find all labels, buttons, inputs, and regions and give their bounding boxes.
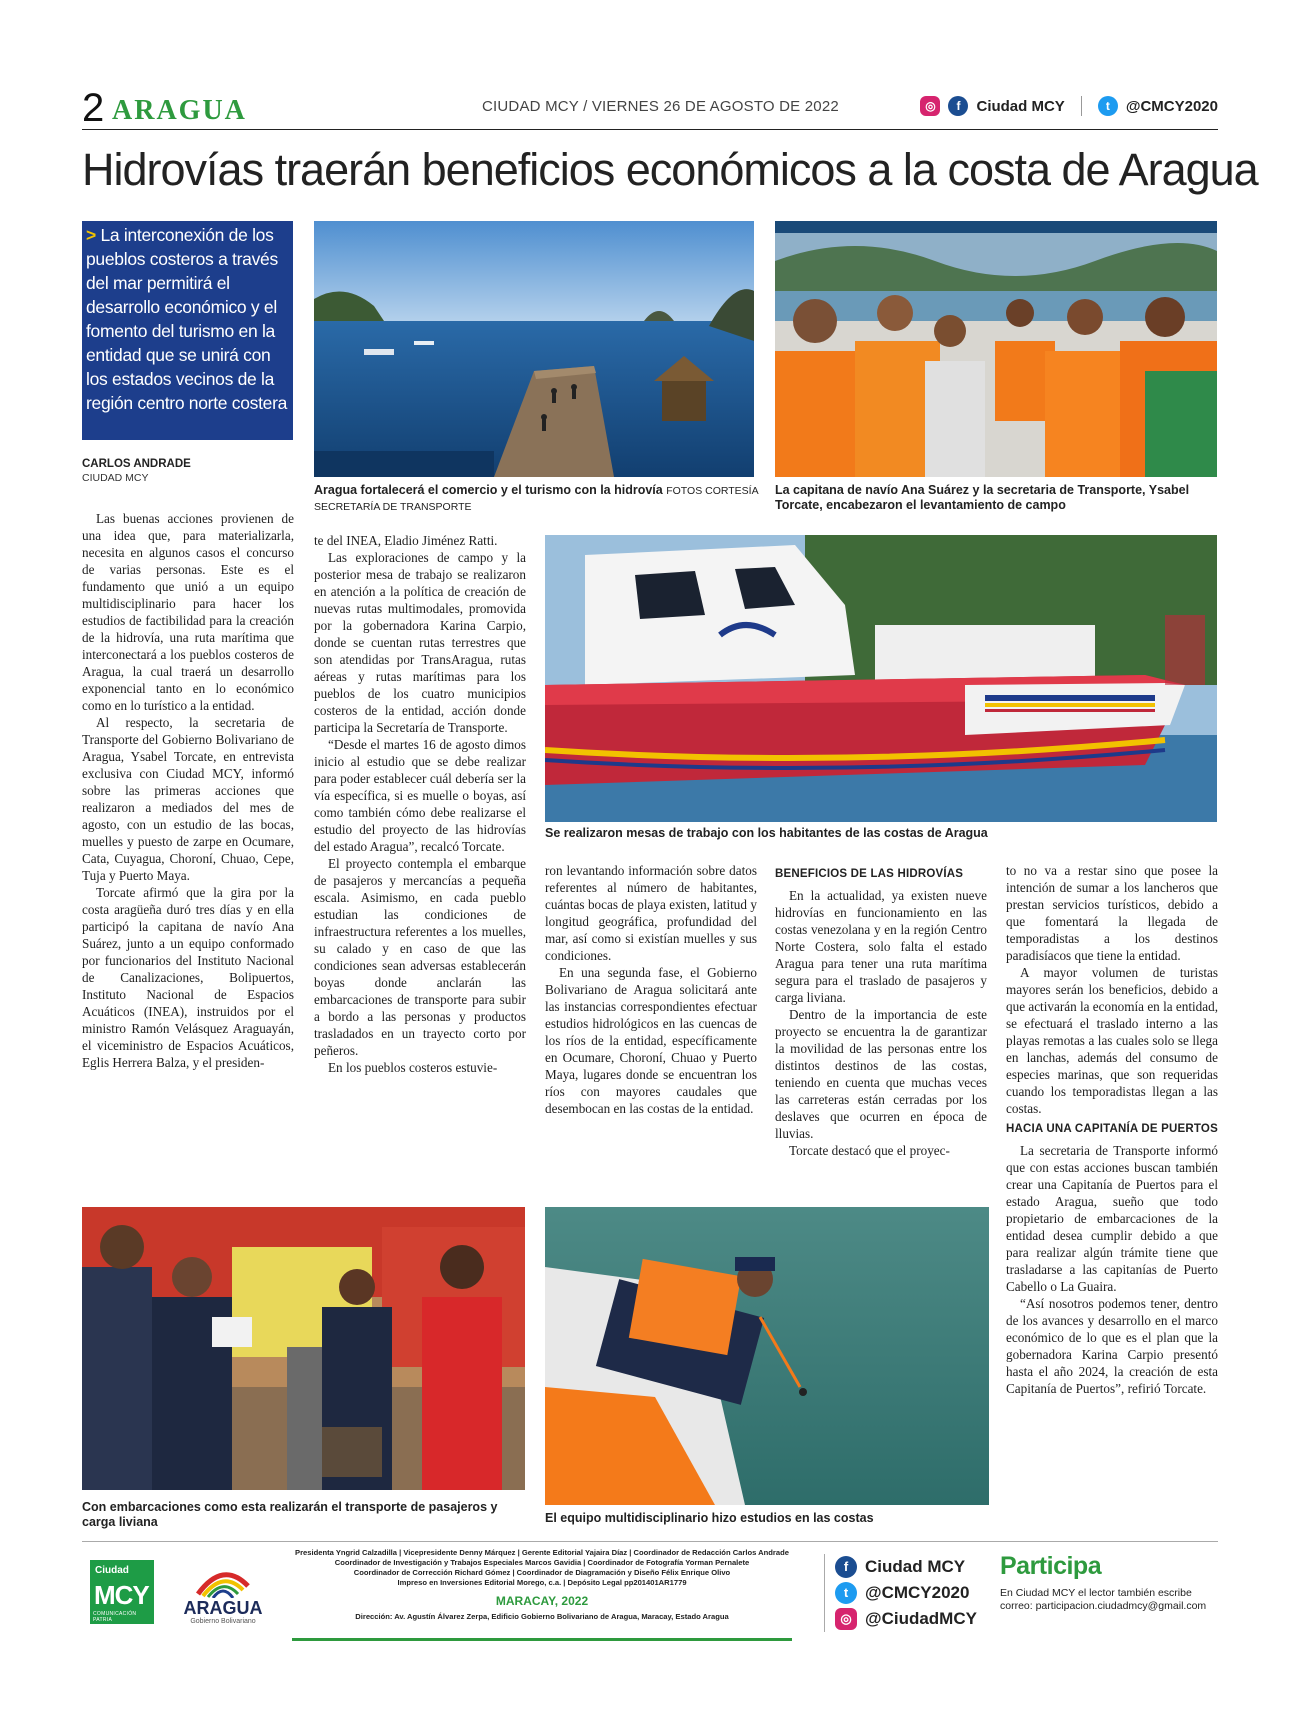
twitter-icon[interactable]: t (835, 1582, 857, 1604)
facebook-icon[interactable]: f (948, 96, 968, 116)
photo-dock (314, 221, 754, 477)
boat-name-label (703, 653, 820, 682)
paragraph: Torcate afirmó que la gira por la costa aragüeña duró tres días y en ella participó la capitana de navío Ana Suárez, junto a un equipo conformado por funcionarios del Instituto Nacional de Canalizaciones, Bolipuertos, Instituto Nacional de Espacios Acuáticos (INEA), instruidos por el ministro Ramón Velásquez Araguayán, el viceministro de Espacios Acuáticos, Eglis Herrera Balza, y el presiden- (82, 885, 294, 1070)
footer-social-fb[interactable] (835, 1554, 977, 1580)
footer-social-ig[interactable] (835, 1606, 977, 1632)
header-brand[interactable]: Ciudad MCY (976, 97, 1065, 115)
paragraph: Dentro de la importancia de este proyecto se encuentra la de garantizar la movilidad de las personas entre los distintos destinos de las costas, teniendo en cuenta que muchas veces las carreteras están cerradas por los deslaves que ocurren en época de lluvias. (775, 1007, 987, 1141)
logo-big-text: MCY (94, 1580, 149, 1610)
twitter-icon[interactable]: t (1098, 96, 1118, 116)
lead-text: La interconexión de los pueblos costeros a través del mar permitirá el desarrollo económico y el fomento del turismo en la entidad que se unirá con los estados vecinos de la región centro norte costera (86, 225, 288, 413)
footer-accent-bar (292, 1638, 792, 1641)
byline (82, 458, 191, 484)
footer-social-tw[interactable] (835, 1580, 977, 1606)
section-name: ARAGUA (112, 95, 247, 126)
footer-ig-label[interactable]: @CiudadMCY (865, 1609, 977, 1628)
credits-line: Presidenta Yngrid Calzadilla | Vicepresidente Denny Márquez | Gerente Editorial Yajaira Díaz | Coordinador de Redacción Carlos Andrade (295, 1548, 789, 1557)
divider (1081, 96, 1082, 116)
photo-credit: FOTOS CORTESÍA SECRETARÍA DE TRANSPORTE (314, 485, 759, 513)
byline-author: CARLOS ANDRADE (82, 458, 191, 470)
masthead-credits (282, 1548, 802, 1622)
paragraph: Al respecto, la secretaria de Transporte del Gobierno Bolivariano de Aragua, Ysabel Torcate, en entrevista exclusiva con Ciudad MCY, informó sobre las primeras acciones que realizaron a mediados del mes de agosto, con un estudio de las bocas, muelles y puesto de zarpe en Ocumare, Cata, Cuyagua, Choroní, Chuao, Cepe, Tuja y Puerto Maya. (82, 715, 294, 883)
logo-tagline: COMUNICACIÓN PATRIA (93, 1611, 137, 1623)
aragua-emblem-icon (193, 1566, 253, 1598)
body-column-3 (545, 862, 757, 1117)
body-column-2 (314, 532, 526, 1076)
paragraph: ron levantando información sobre datos referentes al número de habitantes, cuántas bocas de playa existen, latitud y longitud geográfica, profundidad del mar, así como si existían muelles y sus condiciones. (545, 863, 757, 963)
caption-photo-dock (314, 483, 764, 515)
aragua-gob: Gobierno Bolivariano (190, 1618, 256, 1625)
photo-measuring (545, 1207, 989, 1505)
header-handle[interactable]: @CMCY2020 (1125, 97, 1218, 115)
photo-group-dock (82, 1207, 525, 1490)
footer-tw-label[interactable]: @CMCY2020 (865, 1583, 970, 1602)
paragraph: to no va a restar sino que posee la intención de sumar a los lancheros que prestan servicios turísticos, debido a que fomentará la llegada de temporadistas a los destinos paradisíacos que tiene la entidad. (1006, 863, 1218, 963)
instagram-icon[interactable]: ◎ (920, 96, 940, 116)
caption-photo-boat: Se realizaron mesas de trabajo con los habitantes de las costas de Aragua (545, 826, 988, 840)
aragua-word: ARAGUA (183, 1598, 263, 1618)
photo-boat (545, 535, 1217, 822)
paragraph: Torcate destacó que el proyec- (789, 1143, 950, 1158)
paragraph: Las exploraciones de campo y la posterior mesa de trabajo se realizaron en atención a la política de creación de nuevas rutas multimodales, promovida por la gobernadora Karina Carpio, donde se cuentan rutas terrestres que son atendidas por TransAragua, rutas aéreas y rutas marítimas para los pueblos de los cuatro municipios costeros de la entidad, acción donde participa la Secretaría de Transporte. (314, 550, 526, 735)
photo-team-boat (775, 221, 1217, 477)
footer-social (824, 1554, 977, 1632)
participa-title: Participa (1000, 1552, 1102, 1580)
logo-small-text: Ciudad (95, 1565, 129, 1576)
body-column-5 (1006, 862, 1218, 1397)
paragraph: “Así nosotros podemos tener, dentro de los avances y desarrollo en el marco económico de lo que es el plan que la gobernadora Karina Carpio presentó hasta el año 2024, la creación de esta Capitanía de Puertos”, refirió Torcate. (1006, 1296, 1218, 1396)
headline: Hidrovías traerán beneficios económicos a la costa de Aragua (82, 144, 1258, 195)
participa-line: En Ciudad MCY el lector también escribe (1000, 1587, 1192, 1599)
byline-outlet: CIUDAD MCY (82, 472, 149, 484)
caption-photo-measuring: El equipo multidisciplinario hizo estudios en las costas (545, 1511, 874, 1525)
participa-box (1000, 1552, 1206, 1613)
facebook-icon[interactable]: f (835, 1556, 857, 1578)
page-number: 2 (82, 86, 105, 130)
subhead-capitania: HACIA UNA CAPITANÍA DE PUERTOS (1006, 1123, 1218, 1135)
paragraph: te del INEA, Eladio Jiménez Ratti. (314, 533, 498, 548)
paragraph: A mayor volumen de turistas mayores serán los beneficios, debido a que activarán la economía en la entidad, se efectuará el traslado interno a las playas remotas a las cuales solo se llega en lanchas, además del consumo de especies marinas, que son requeridas cuando los temporadistas llegan a las costas. (1006, 965, 1218, 1116)
caption-photo-team: La capitana de navío Ana Suárez y la secretaria de Transporte, Ysabel Torcate, encabezaron el levantamiento de campo (775, 483, 1190, 512)
caption-photo-group: Con embarcaciones como esta realizarán el transporte de pasajeros y carga liviana (82, 1500, 498, 1529)
page-footer (82, 1541, 1218, 1646)
paragraph: Las buenas acciones provienen de una idea que, para materializarla, necesita en algunos casos el concurso de varias personas. Este es el fundamento que unió a un equipo multidisciplinario para hacer los estudios de factibilidad para la creación de la hidrovía, una ruta marítima que interconectará a los pueblos costeros de Aragua, la cual traerá un desarrollo exponencial tanto en lo económico como en lo turístico a la entidad. (82, 511, 294, 713)
body-column-1 (82, 510, 294, 1071)
footer-fb-label[interactable]: Ciudad MCY (865, 1557, 966, 1576)
ciudad-mcy-logo (90, 1560, 154, 1624)
lead-box (82, 221, 293, 440)
participa-text (1000, 1587, 1206, 1613)
subhead-beneficios: BENEFICIOS DE LAS HIDROVÍAS (775, 868, 964, 880)
city-year: MARACAY, 2022 (495, 1594, 589, 1608)
date-line: CIUDAD MCY / VIERNES 26 DE AGOSTO DE 2022 (482, 98, 839, 115)
paragraph: “Desde el martes 16 de agosto dimos inicio al estudio que se debe realizar para poder establecer cuál debería ser la vía específica, si es muelle o boyas, así como también cómo debe realizarse el estudio del proyecto de las hidrovías del estado Aragua”, recalcó Torcate. (314, 737, 526, 854)
credits-line: Coordinador de Investigación y Trabajos Especiales Marcos Gavidia | Coordinador de Fotografía Yorman Pernalete (334, 1558, 750, 1567)
boat-registration: APNN PJ 0022 (709, 670, 777, 682)
credits-line: Impreso en Inversiones Editorial Morego, c.a. | Depósito Legal pp201401AR1779 (397, 1578, 687, 1587)
credits-line: Coordinador de Corrección Richard Gómez | Coordinador de Diagramación y Diseño Félix Enrique Olivo (353, 1568, 731, 1577)
aragua-logo (178, 1566, 268, 1626)
paragraph: En la actualidad, ya existen nueve hidrovías en funcionamiento en las costas venezolana y en la región Centro Norte Costera, solo falta el estado Aragua para tener una ruta marítima segura para el traslado de pasajeros y carga liviana. (775, 888, 987, 1005)
body-column-4 (775, 862, 987, 1159)
address: Dirección: Av. Agustín Álvarez Zerpa, Edificio Gobierno Bolivariano de Aragua, Maracay, Estado Aragua (355, 1612, 729, 1621)
boat-name: PLAYA MEDINA (702, 652, 820, 674)
header-social (920, 96, 1218, 116)
page-header (82, 86, 1218, 130)
paragraph: El proyecto contempla el embarque de pasajeros y mercancías a pequeña escala. Asimismo, en cada pueblo estudian las condiciones de infraestructura referentes a los muelles, su calado y en caso de que las condiciones sean adversas establecerán boyas donde anclarán las embarcaciones de transporte para subir a bordo a las personas y productos trasladados en un trayecto corto por peñeros. (314, 856, 526, 1058)
caption-text: Aragua fortalecerá el comercio y el turismo con la hidrovía (314, 483, 663, 497)
instagram-icon[interactable]: ◎ (835, 1608, 857, 1630)
paragraph: En los pueblos costeros estuvie- (328, 1060, 498, 1075)
paragraph: En una segunda fase, el Gobierno Bolivariano de Aragua solicitará ante las instancias correspondientes efectuar estudios hidrológicos en las cuencas de los ríos de la entidad, específicamente en Ocumare, Choroní, Chuao y Puerto Maya, lugares donde se encuentran los ríos con mayores caudales que desembocan en las costas de la entidad. (545, 965, 757, 1116)
lead-arrow-icon: > (86, 225, 96, 245)
participa-email[interactable]: correo: participacion.ciudadmcy@gmail.com (1000, 1600, 1207, 1612)
paragraph: La secretaria de Transporte informó que con estas acciones buscan también crear una Capitanía de Puertos para el estado Aragua, sueño que todo propietario de embarcaciones de la entidad desea cumplir debido a que para realizar algún trámite tiene que trasladarse a las capitanías de Puerto Cabello o La Guaira. (1006, 1143, 1218, 1294)
